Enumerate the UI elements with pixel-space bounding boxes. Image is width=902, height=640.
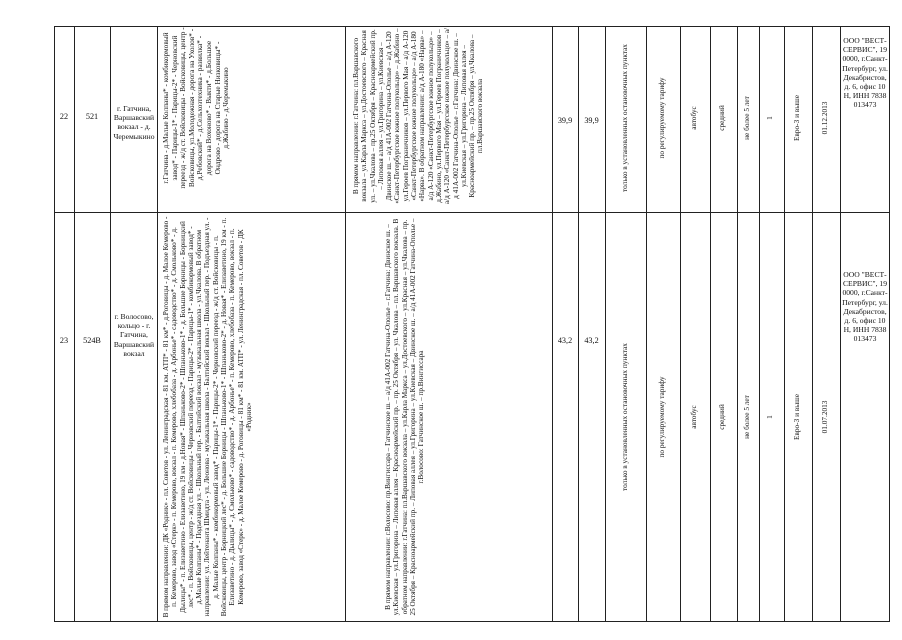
stop-order: только в установленных остановочных пунктах [620,343,629,491]
start-date: 01.07.2013 [820,400,829,434]
route-stops: В прямом направлении: ДК «Родник» - пл. Советов - ул. Ленинградская - 81 км. АТП* - 81 км* - д.Роговицы - д. Малое Кемерово - п. Кемерово, завод «Стерк» - п. Кемерово, вокзал - п. Кемерово, хлебобаза - д. Арбонье* - садоводство* - д. Смольково* - д. Дылицы* - п. Елизаветино - Елизаветино, 19 км - д.Новая* - Шпаньково-2* - Шпаньково-1* - д. Большие Борницы - Борницкий лес* - п. Войсковицы, центр - ж/д ст. Войсковицы - Черновский переезд - Парицы-2* - Парицы-1* - комбикормовый завод* - д.Малые Колпаны* - Подъездная ул. - Школьный пер. - Балтийский вокзал - музыкальная школа - ул.Чкалова. В обратном направлении: ул. Лейтенанта Шмидта - ул. Леонова - музыкальная школа - Балтийский вокзал - Школьный пер. - Подъездная ул. - д. Малые Колпаны* - комбикормовый завод* - Парицы-1* - Парицы-2* - Черновский переезд - ж/д ст. Войсковицы - п. Войсковицы, центр - Борницкий лес* - д. Большие Борницы - Шпаньково-1* - Шпаньково-2* - д. Новая* - Елизаветино, 19 км - п. Елизаветино - д. Дылицы* - д. Смольково* - садоводство* - д. Арбонье* - п. Кемерово, хлебобаза - п. Кемерово, вокзал - п. Кемерово, завод «Стерк» - д. Малое Кемерово - д. Роговицы - 81 км* - 81 км. АТП* - ул. Ленинградская - пл. Советов - ДК «Родник» [162,216,253,618]
vehicle-class: средний [717,105,726,131]
column-divider [737,26,738,622]
column-divider [840,26,841,622]
tariff: по регулируемому тарифу [657,77,666,159]
route-number: 521 [85,112,99,121]
column-divider [646,26,647,622]
column-divider [157,26,158,622]
tariff: по регулируемому тарифу [657,376,666,458]
carrier: ООО "ВЕСТ-СЕРВИС", 190000, г.Санкт-Петербург, ул. Декабристов, д. 6, офис 10Н, ИНН 7838013473 [842,36,888,110]
start-date: 01.12.2013 [820,101,829,135]
route-name: г. Гатчина, Варшавский вокзал - д. Черемыкино [113,104,155,141]
max-vehicle-age: не более 5 лет [742,395,751,439]
column-divider [680,26,681,622]
route-number: 524В [83,336,101,345]
column-divider [345,26,346,622]
column-divider [784,26,785,622]
length-back: 39,9 [584,116,599,125]
vehicle-quantity: 1 [765,415,774,419]
vehicle-type: автобус [689,106,698,130]
row-number: 22 [59,112,69,121]
route-name: г. Волосово, кольцо - г. Гатчина, Варшавский вокзал [113,312,155,358]
length-back: 43,2 [584,336,599,345]
length-forward: 43,2 [557,336,573,345]
column-divider [759,26,760,622]
eco-class: Евро-3 и выше [792,393,801,441]
vehicle-class: средний [717,404,726,430]
eco-class: Евро-3 и выше [792,94,801,142]
route-streets: В прямом направлении: г.Гатчина: пл.Варшавского вокзала – ул.Карла Маркса – ул.Достоевского – Красная ул. – ул.Чкалова – пр.25 Октября – Красноармейский пр. – Липовая аллея – ул.Григорина – ул.Киевская – Двинское ш. – а/д 41А-002 Гатчина-Ополье – а/д А-120 «Санкт-Петербургское южное полукольцо» – д.Жабино – ул.Героев Пограничников – ул.Первого Мая – а/д А-120 «Санкт-Петербургское южное полукольцо» – а/д А-180 «Нарва». В обратном направлении: а/д А-180 «Нарва» – а/д А-120 «Санкт-Петербургское южное полукольцо» – д.Жабино, ул.Первого Мая – ул.Героев Пограничников – а/д А-120 «Санкт-Петербургское южное полукольцо» – а/д 41А-002 Гатчина-Ополье – г.Гатчина: Двинское ш. – ул.Киевская – ул.Григорина – Липовая аллея – Красноармейский пр. – пр.25 Октября – ул.Чкалова – пл.Варшавского вокзала [352,27,485,205]
vehicle-quantity: 1 [765,116,774,120]
row-divider [54,212,890,213]
vehicle-type: автобус [689,405,698,429]
column-divider [605,26,606,622]
route-stops: г.Гатчина - д.Малые Колпаны* - комбикормовый завод* - Парицы-1* - Парицы-2* - Черновский переезд - ж/д ст. Войсковицы - Войсковицы, центр - Войсковицы, ул.Молодежная - дорога на Ухолов* - д.Ребовский* - д.Сельхозтехника - развилка* - дорога на Вохоново* - Выкти* - д.Большое Ондрово - дорога на Старые Низковицы* - д.Жабино - д.Черемыкино [161,27,231,189]
max-vehicle-age: не более 5 лет [742,96,751,140]
stop-order: только в установленных остановочных пунктах [620,44,629,192]
route-streets: В прямом направлении: г.Волосово: пр.Вингиссара – Гатчинское ш. – а/д 41А-002 Гатчина-Ополье – г.Гатчина: Двинское ш. – ул.Киевская – ул.Григорина – Липовая аллея – Красноармейский пр. – пр. 25 Октября – ул. Чкалова – пл. Варшавского вокзала. В обратном направлении: г.Гатчина: пл.Варшавского вокзала – ул.Карла Маркса – ул.Достоевского – ул.Красная – ул.Чкалова – пр. 25 Октября – Красноармейский пр. – Липовая аллея – ул.Григорина – ул.Киевская – Двинское ш. – а/д 41А-002 Гатчина-Ополье – г.Волосово: Гатчинское ш. – пр.Вингиссара [384,218,426,616]
column-divider [110,26,111,622]
length-forward: 39,9 [557,116,573,125]
column-divider [812,26,813,622]
row-number: 23 [59,336,69,345]
column-divider [710,26,711,622]
carrier: ООО "ВЕСТ-СЕРВИС", 190000, г.Санкт-Петербург, ул. Декабристов, д. 6, офис 10Н, ИНН 7838013473 [842,270,888,344]
